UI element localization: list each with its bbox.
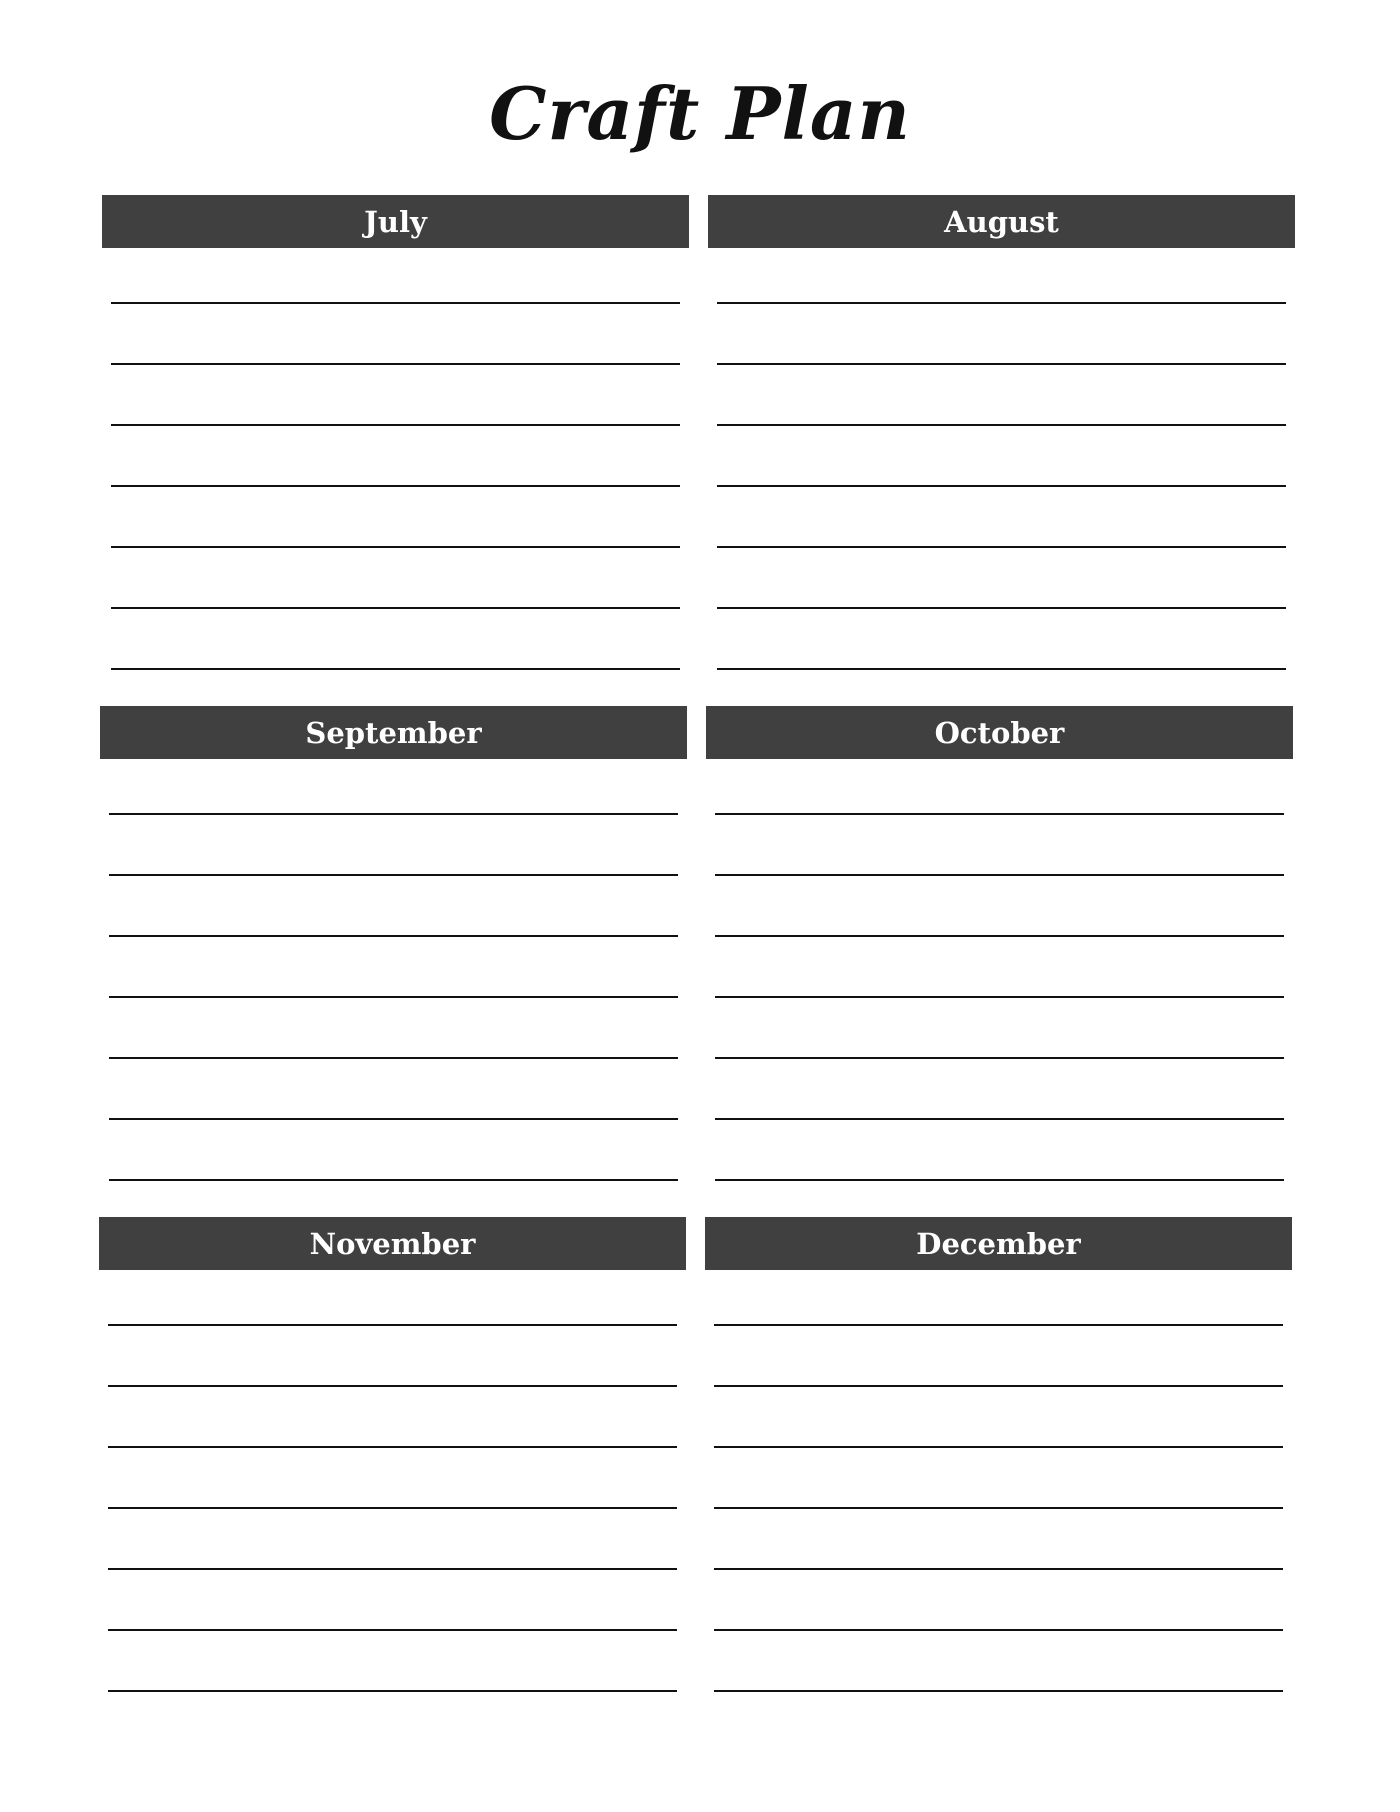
- writing-line: [717, 302, 1286, 304]
- writing-line: [715, 935, 1284, 937]
- writing-line: [717, 424, 1286, 426]
- writing-line: [109, 1057, 678, 1059]
- writing-line: [715, 1179, 1284, 1181]
- writing-line: [111, 607, 680, 609]
- writing-line: [111, 546, 680, 548]
- writing-line: [111, 424, 680, 426]
- writing-line: [108, 1568, 677, 1570]
- writing-line: [109, 996, 678, 998]
- writing-line: [714, 1324, 1283, 1326]
- writing-line: [109, 1118, 678, 1120]
- writing-line: [714, 1446, 1283, 1448]
- writing-line: [717, 607, 1286, 609]
- section-header-september: September: [100, 706, 687, 759]
- writing-line: [108, 1690, 677, 1692]
- writing-line: [715, 813, 1284, 815]
- writing-line: [111, 668, 680, 670]
- writing-line: [714, 1568, 1283, 1570]
- writing-line: [714, 1385, 1283, 1387]
- section-november: [99, 1217, 686, 1270]
- writing-line: [714, 1507, 1283, 1509]
- writing-line: [717, 363, 1286, 365]
- section-header-december: December: [705, 1217, 1292, 1270]
- writing-line: [111, 485, 680, 487]
- section-august: [708, 195, 1295, 248]
- section-december: [705, 1217, 1292, 1270]
- writing-line: [111, 302, 680, 304]
- writing-line: [109, 935, 678, 937]
- section-september: [100, 706, 687, 759]
- section-header-october: October: [706, 706, 1293, 759]
- writing-line: [109, 874, 678, 876]
- writing-line: [717, 485, 1286, 487]
- writing-line: [111, 363, 680, 365]
- section-october: [706, 706, 1293, 759]
- section-header-august: August: [708, 195, 1295, 248]
- writing-line: [717, 546, 1286, 548]
- page-title: Craft Plan: [489, 71, 911, 156]
- writing-line: [714, 1690, 1283, 1692]
- writing-line: [108, 1507, 677, 1509]
- writing-line: [715, 1057, 1284, 1059]
- section-july: [102, 195, 689, 248]
- writing-line: [108, 1446, 677, 1448]
- section-header-november: November: [99, 1217, 686, 1270]
- writing-line: [108, 1629, 677, 1631]
- writing-line: [717, 668, 1286, 670]
- writing-line: [108, 1324, 677, 1326]
- writing-line: [109, 1179, 678, 1181]
- writing-line: [714, 1629, 1283, 1631]
- section-header-july: July: [102, 195, 689, 248]
- writing-line: [109, 813, 678, 815]
- writing-line: [108, 1385, 677, 1387]
- writing-line: [715, 1118, 1284, 1120]
- writing-line: [715, 996, 1284, 998]
- writing-line: [715, 874, 1284, 876]
